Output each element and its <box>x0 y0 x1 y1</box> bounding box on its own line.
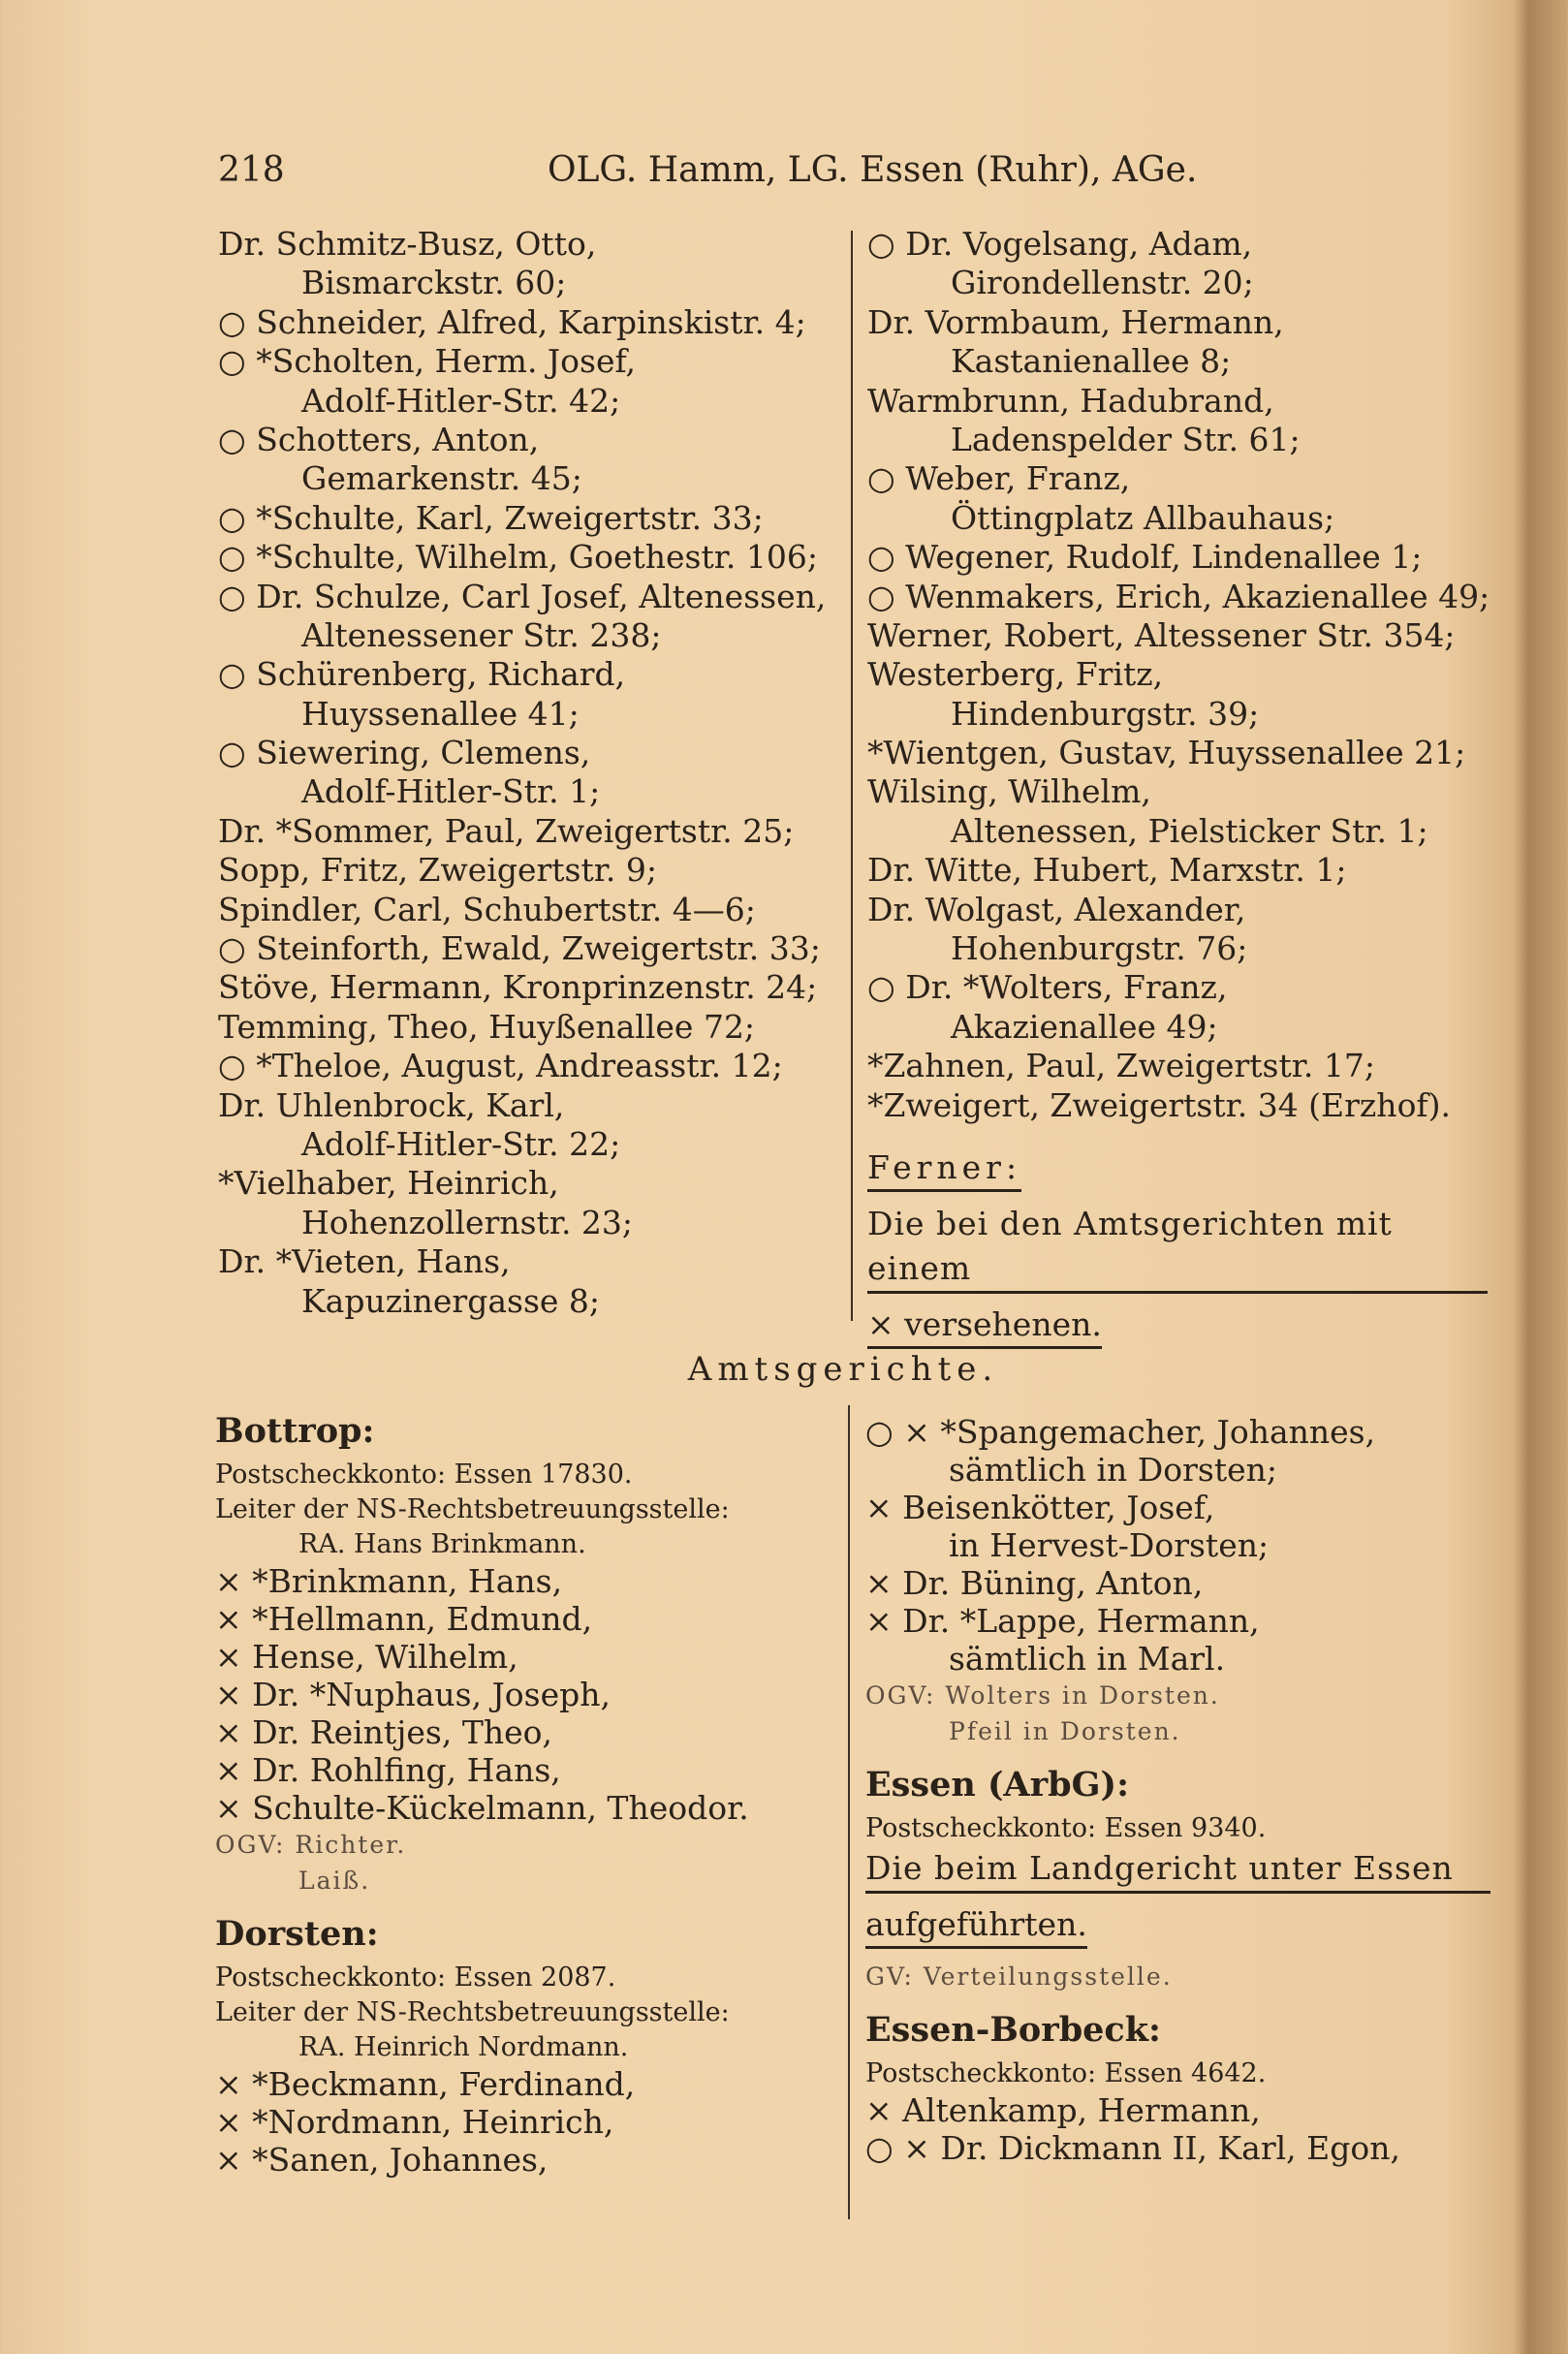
list-item: × Dr. Rohlfing, Hans, <box>215 1751 561 1789</box>
ogv-line: OGV: Wolters in Dorsten. <box>865 1681 1220 1710</box>
list-item: × Schulte-Kückelmann, Theodor. <box>215 1789 749 1827</box>
list-item: ○ Wenmakers, Erich, Akazienallee 49; <box>867 577 1490 615</box>
list-item: ○ Dr. Vogelsang, Adam, <box>867 225 1253 263</box>
list-item: ○ Schotters, Anton, <box>218 420 540 458</box>
ferner-line-1: Die bei den Amtsgerichten mit einem <box>867 1202 1488 1294</box>
info-line: Postscheckkonto: Essen 17830. <box>215 1459 633 1490</box>
entry-address: Kapuzinergasse 8; <box>301 1281 601 1320</box>
bottom-right-column <box>865 1413 1490 2167</box>
top-right-column <box>867 225 1490 1359</box>
entry-address: Adolf-Hitler-Str. 1; <box>301 772 601 811</box>
entry-address: Adolf-Hitler-Str. 42; <box>301 381 621 420</box>
court-heading: Essen (ArbG): <box>865 1765 1129 1805</box>
list-item: ○ *Scholten, Herm. Josef, <box>218 342 637 381</box>
top-left-column <box>218 225 826 1321</box>
list-item: × *Nordmann, Heinrich, <box>215 2103 614 2141</box>
list-item: × *Beckmann, Ferdinand, <box>215 2065 636 2103</box>
list-item: Dr. Vormbaum, Hermann, <box>867 302 1284 341</box>
list-item: ○ Schürenberg, Richard, <box>218 655 626 694</box>
list-item: × *Brinkmann, Hans, <box>215 1562 563 1600</box>
entry-address: Kastanienallee 8; <box>951 342 1232 381</box>
list-item: × Beisenkötter, Josef, <box>865 1489 1215 1526</box>
ogv-line: Laiß. <box>298 1867 371 1895</box>
list-item: Dr. *Sommer, Paul, Zweigertstr. 25; <box>218 811 795 850</box>
running-title: OLG. Hamm, LG. Essen (Ruhr), AGe. <box>548 150 1198 190</box>
list-item: in Hervest-Dorsten; <box>949 1526 1270 1564</box>
section-title: Amtsgerichte. <box>687 1350 999 1389</box>
list-item: Stöve, Hermann, Kronprinzenstr. 24; <box>218 968 818 1007</box>
list-item: ○ Siewering, Clemens, <box>218 734 591 772</box>
entry-address: Adolf-Hitler-Str. 22; <box>301 1124 621 1163</box>
list-item: × Dr. *Lappe, Hermann, <box>865 1602 1260 1640</box>
list-item: × Dr. *Nuphaus, Joseph, <box>215 1676 612 1713</box>
list-item: Spindler, Carl, Schubertstr. 4—6; <box>218 890 756 928</box>
list-item: ○ Dr. Schulze, Carl Josef, Altenessen, <box>218 577 827 615</box>
list-item: Dr. *Vieten, Hans, <box>218 1242 511 1281</box>
page-header <box>218 150 1497 199</box>
list-item: Westerberg, Fritz, <box>867 655 1164 694</box>
list-item: *Zahnen, Paul, Zweigertstr. 17; <box>867 1047 1375 1085</box>
list-item: ○ Weber, Franz, <box>867 459 1131 498</box>
ogv-line: Pfeil in Dorsten. <box>949 1717 1181 1745</box>
list-item: ○ *Theloe, August, Andreasstr. 12; <box>218 1047 783 1085</box>
info-line: Leiter der NS-Rechtsbetreuungsstelle: <box>215 1494 730 1524</box>
info-line: RA. Hans Brinkmann. <box>298 1529 586 1559</box>
info-line: Postscheckkonto: Essen 9340. <box>865 1813 1267 1843</box>
page-number: 218 <box>218 150 285 190</box>
list-item: × *Hellmann, Edmund, <box>215 1600 593 1638</box>
entry-address: Bismarckstr. 60; <box>301 264 567 302</box>
list-item: ○ *Schulte, Wilhelm, Goethestr. 106; <box>218 538 818 577</box>
court-heading: Essen-Borbeck: <box>865 2010 1161 2050</box>
entry-address: Ladenspelder Str. 61; <box>951 420 1301 458</box>
entry-address: Hindenburgstr. 39; <box>951 694 1260 733</box>
column-divider <box>851 231 853 1321</box>
entry-address: Öttingplatz Allbauhaus; <box>951 498 1335 537</box>
list-item: × Dr. Büning, Anton, <box>865 1564 1204 1602</box>
info-line: RA. Heinrich Nordmann. <box>298 2032 629 2062</box>
list-item: *Zweigert, Zweigertstr. 34 (Erzhof). <box>867 1085 1452 1124</box>
list-item: *Wientgen, Gustav, Huyssenallee 21; <box>867 734 1466 772</box>
list-item: Dr. Wolgast, Alexander, <box>867 890 1246 928</box>
info-line: Postscheckkonto: Essen 4642. <box>865 2058 1267 2088</box>
list-item: sämtlich in Marl. <box>949 1640 1226 1678</box>
info-line: Postscheckkonto: Essen 2087. <box>215 1962 616 1993</box>
underlined-note: Die beim Landgericht unter Essen <box>865 1846 1490 1894</box>
ogv-line: GV: Verteilungsstelle. <box>865 1962 1173 1991</box>
entry-address: Hohenzollernstr. 23; <box>301 1203 634 1241</box>
list-item: × *Sanen, Johannes, <box>215 2141 549 2179</box>
column-divider-lower <box>848 1405 850 2219</box>
ferner-line-2: × versehenen. <box>867 1303 1102 1349</box>
court-heading: Bottrop: <box>215 1411 375 1451</box>
list-item: Dr. Schmitz-Busz, Otto, <box>218 225 597 263</box>
list-item: Sopp, Fritz, Zweigertstr. 9; <box>218 851 657 890</box>
entry-address: Altenessener Str. 238; <box>301 615 662 654</box>
list-item: ○ *Schulte, Karl, Zweigertstr. 33; <box>218 498 764 537</box>
list-item: Temming, Theo, Huyßenallee 72; <box>218 1007 756 1046</box>
entry-address: Huyssenallee 41; <box>301 694 580 733</box>
ogv-line: OGV: Richter. <box>215 1831 407 1859</box>
entry-address: Girondellenstr. 20; <box>951 264 1254 302</box>
list-item: Werner, Robert, Altessener Str. 354; <box>867 615 1456 654</box>
list-item: ○ Schneider, Alfred, Karpinskistr. 4; <box>218 302 806 341</box>
list-item: Dr. Uhlenbrock, Karl, <box>218 1085 565 1124</box>
list-item: ○ × *Spangemacher, Johannes, <box>865 1413 1376 1451</box>
ferner-label: Ferner: <box>867 1146 1021 1192</box>
entry-address: Altenessen, Pielsticker Str. 1; <box>951 811 1428 850</box>
underlined-note: aufgeführten. <box>865 1903 1087 1949</box>
ferner-note <box>867 1146 1490 1359</box>
list-item: × Dr. Reintjes, Theo, <box>215 1713 552 1751</box>
entry-address: Gemarkenstr. 45; <box>301 459 582 498</box>
entry-address: Akazienallee 49; <box>951 1007 1218 1046</box>
bottom-left-column <box>215 1396 749 2179</box>
list-item: × Altenkamp, Hermann, <box>865 2091 1261 2129</box>
info-line: Leiter der NS-Rechtsbetreuungsstelle: <box>215 1997 730 2027</box>
list-item: × Hense, Wilhelm, <box>215 1638 518 1676</box>
list-item: ○ Dr. *Wolters, Franz, <box>867 968 1228 1007</box>
list-item: ○ × Dr. Dickmann II, Karl, Egon, <box>865 2129 1400 2167</box>
list-item: Wilsing, Wilhelm, <box>867 772 1151 811</box>
entry-address: Hohenburgstr. 76; <box>951 929 1248 968</box>
list-item: ○ Wegener, Rudolf, Lindenallee 1; <box>867 538 1423 577</box>
list-item: ○ Steinforth, Ewald, Zweigertstr. 33; <box>218 929 821 968</box>
court-heading: Dorsten: <box>215 1914 379 1954</box>
list-item: Warmbrunn, Hadubrand, <box>867 381 1274 420</box>
list-item: sämtlich in Dorsten; <box>949 1451 1277 1489</box>
list-item: *Vielhaber, Heinrich, <box>218 1164 559 1203</box>
list-item: Dr. Witte, Hubert, Marxstr. 1; <box>867 851 1347 890</box>
